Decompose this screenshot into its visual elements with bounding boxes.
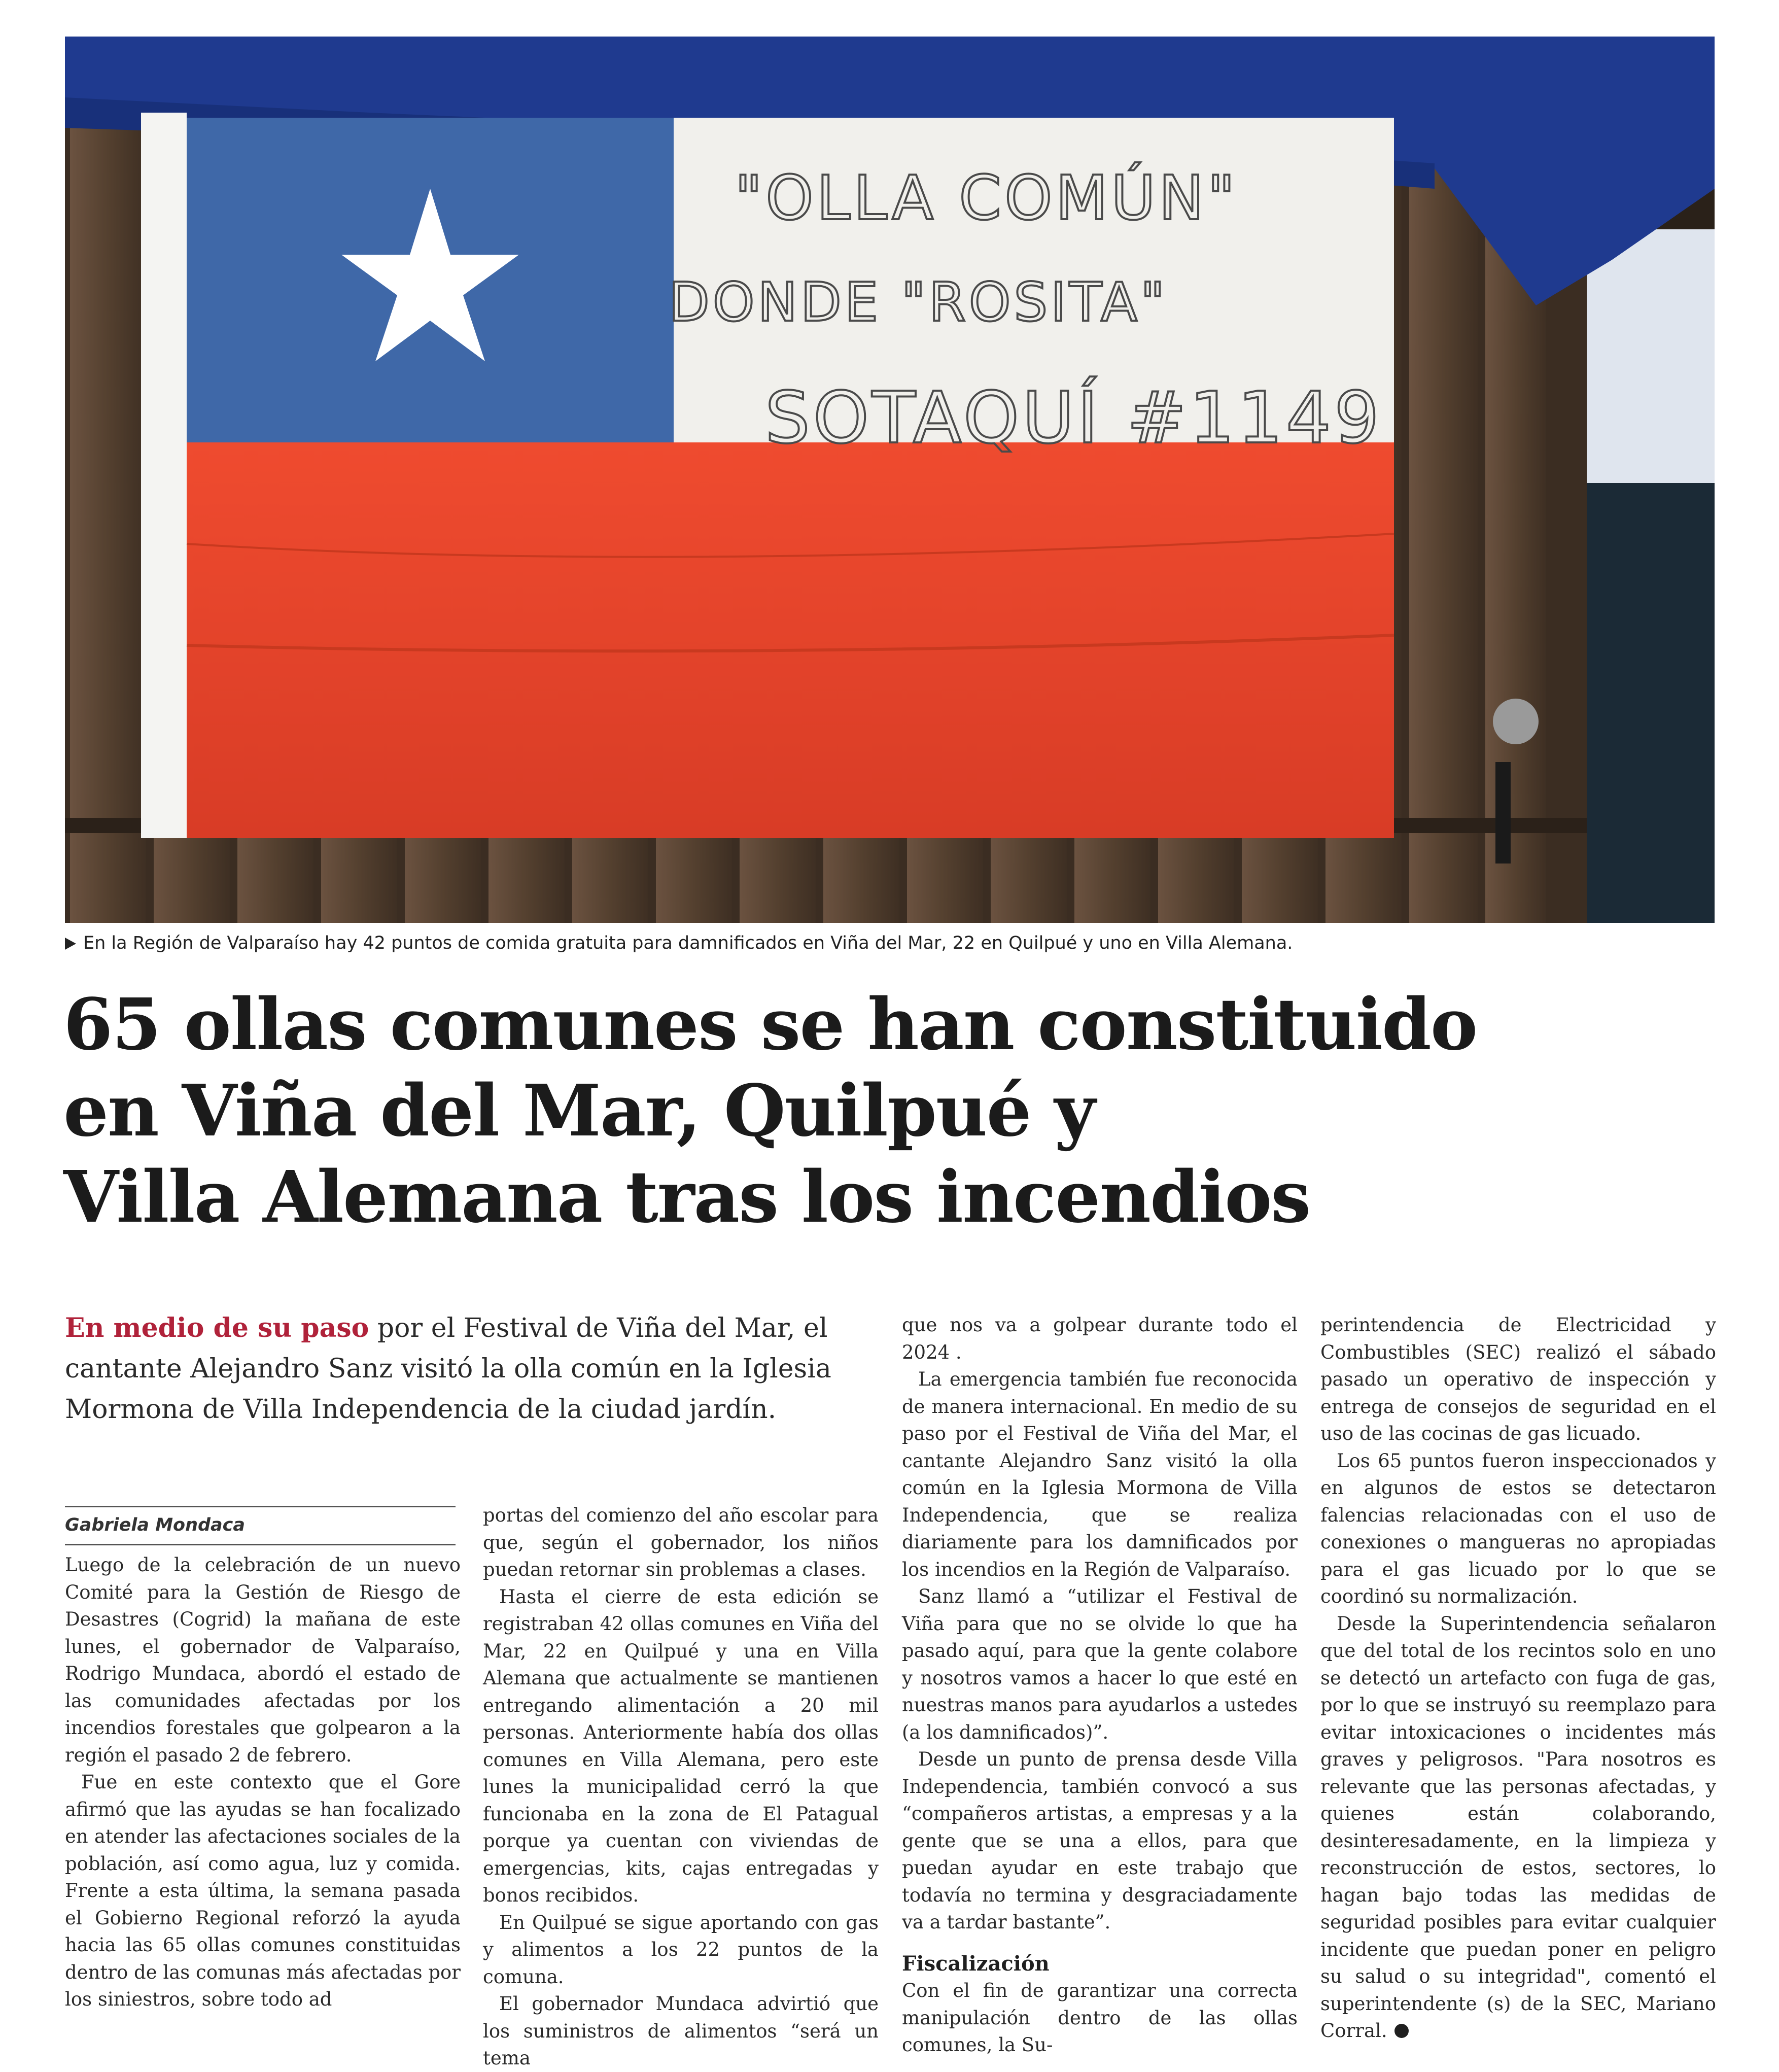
body-paragraph: Desde un punto de prensa desde Villa Independencia, también convocó a sus “compañeros artistas, a empresas y a la gente que se una a ellos, para que puedan ayudar en este trabajo que todavía no termina y desgraciadamente va a tardar bastante”. [902, 1748, 1298, 1933]
body-paragraph-last [1320, 1610, 1716, 2045]
byline: Gabriela Mondaca [65, 1506, 456, 1545]
chilean-flag-photo [65, 37, 1715, 923]
flag-text-line-2: DONDE "ROSITA" [669, 271, 1168, 333]
body-paragraph: que nos va a golpear durante todo el 2024 . [902, 1314, 1298, 1363]
body-column-4 [1320, 1311, 1716, 2045]
body-paragraph: portas del comienzo del año escolar para que, según el gobernador, los niños puedan retornar sin problemas a clases. [483, 1504, 879, 1580]
lead-paragraph [65, 1308, 856, 1430]
body-column-1 [65, 1551, 461, 2013]
body-paragraph: El gobernador Mundaca advirtió que los suministros de alimentos “será un tema [483, 1993, 879, 2069]
photo-caption-text: En la Región de Valparaíso hay 42 puntos de comida gratuita para damnificados en Viña del Mar, 22 en Quilpué y uno en Villa Alemana. [83, 933, 1293, 953]
chilean-flag [141, 113, 1394, 838]
flag-text-line-1: "OLLA COMÚN" [735, 163, 1238, 234]
article-photo [65, 37, 1715, 923]
body-paragraph: Los 65 puntos fueron inspeccionados y en algunos de estos se detectaron falencias relacionadas con el uso de conexiones o mangueras no apropiadas para el gas licuado por lo que se coordinó su normalización. [1320, 1449, 1716, 1607]
door-knob-icon [1493, 699, 1539, 744]
body-paragraph: La emergencia también fue reconocida de manera internacional. En medio de su paso por el Festival de Viña del Mar, el cantante Alejandro Sanz visitó la olla común en la Iglesia Mormona de Villa Independencia, que se realiza diariamente para los damnificados por los incendios en la Región de Valparaíso. [902, 1368, 1298, 1580]
body-paragraph: Con el fin de garantizar una correcta manipulación dentro de las ollas comunes, la Su- [902, 1980, 1298, 2056]
headline-line-2: en Viña del Mar, Quilpué y [63, 1069, 1095, 1153]
headline [63, 982, 1712, 1240]
body-column-2 [483, 1502, 879, 2072]
caption-arrow-icon [65, 938, 76, 950]
photo-caption [65, 930, 1715, 956]
body-paragraph: Luego de la celebración de un nuevo Comité para la Gestión de Riesgo de Desastres (Cogrid) la mañana de este lunes, el gobernador de Valparaíso, Rodrigo Mundaca, abordó el estado de las comunidades afectadas por los incendios forestales que golpearon a la región el pasado 2 de febrero. [65, 1554, 461, 1766]
body-paragraph: En Quilpué se sigue aportando con gas y alimentos a los 22 puntos de la comuna. [483, 1911, 879, 1988]
body-paragraph: Hasta el cierre de esta edición se registraban 42 ollas comunes en Viña del Mar, 22 en Quilpué y una en Villa Alemana que actualmente se mantienen entregando alimentación a 20 mil personas. Anteriormente había dos ollas comunes en Villa Alemana, pero este lunes la municipalidad cerró la que funcionaba en la zona de El Patagual porque ya cuentan con viviendas de emergencias, kits, cajas entregadas y bonos recibidos. [483, 1585, 879, 1906]
body-column-3 [902, 1311, 1298, 2059]
lead-text: por el Festival de Viña del Mar, el cantante Alejandro Sanz visitó la olla común en la Iglesia Mormona de Villa Independencia de la ciudad jardín. [65, 1313, 831, 1425]
end-of-article-icon [1394, 2024, 1409, 2038]
lead-kicker: En medio de su paso [65, 1313, 369, 1343]
headline-line-3: Villa Alemana tras los incendios [63, 1156, 1310, 1239]
subheading-fiscalizacion: Fiscalización [902, 1951, 1050, 1976]
body-paragraph: Fue en este contexto que el Gore afirmó que las ayudas se han focalizado en atender las afectaciones sociales de la población, así como agua, luz y comida. Frente a esta última, la semana pasada el Gobierno Regional reforzó la ayuda hacia las 65 ollas comunes constituidas dentro de las comunas más afectadas por los siniestros, sobre todo ad [65, 1771, 461, 2010]
body-paragraph: Sanz llamó a “utilizar el Festival de Viña para que no se olvide lo que ha pasado aquí, para que la gente colabore y nosotros vamos a hacer lo que esté en nuestras manos para ayudarlos a ustedes (a los damnificados)”. [902, 1585, 1298, 1743]
body-paragraph-text: Desde la Superintendencia señalaron que del total de los recintos solo en uno se detectó un artefacto con fuga de gas, por lo que se instruyó su reemplazo para evitar intoxicaciones o incidentes más graves y peligrosos. "Para nosotros es relevante que las personas afectadas, y quienes están colaborando, desinteresadamente, en la limpieza y reconstrucción de estos, sectores, lo hagan bajo todas las medidas de seguridad posibles para evitar cualquier incidente que puedan poner en peligro su salud o su integridad", comentó el superintendente (s) de la SEC, Mariano Corral. [1320, 1612, 1716, 2042]
headline-line-1: 65 ollas comunes se han constituido [63, 983, 1477, 1066]
body-paragraph: perintendencia de Electricidad y Combustibles (SEC) realizó el sábado pasado un operativo de inspección y entrega de consejos de seguridad en el uso de las cocinas de gas licuado. [1320, 1314, 1716, 1444]
flag-text-line-3: SOTAQUÍ #1149 [765, 377, 1383, 460]
